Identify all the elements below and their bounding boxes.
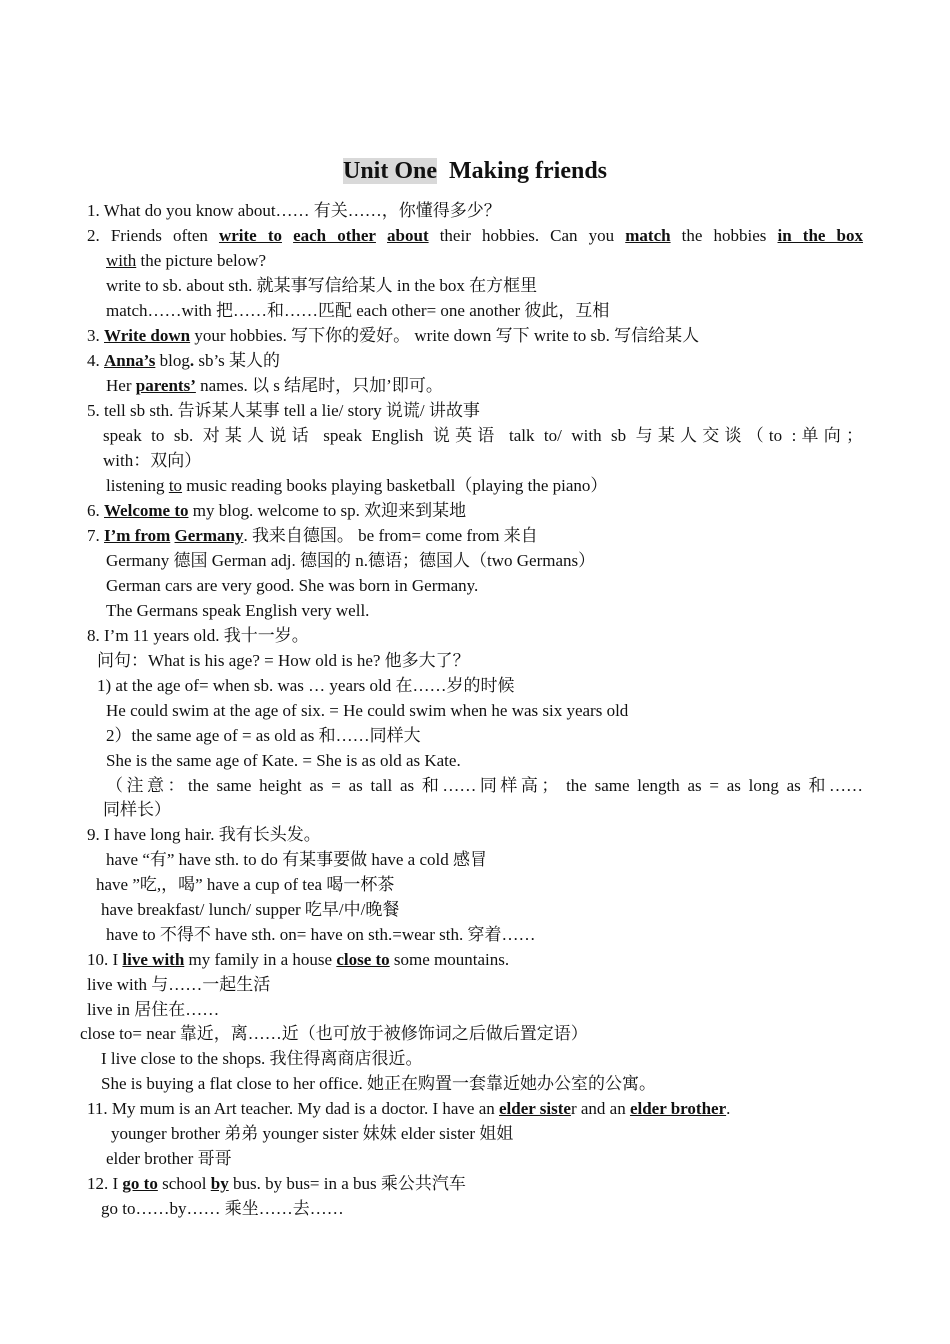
note-text: have to 不得不 have sth. on= have on sth.=wear sth. 穿着……: [106, 925, 536, 944]
note-line-5: [87, 401, 480, 421]
note-text: match……with 把……和……匹配 each other= one another 彼此，互相: [106, 301, 610, 320]
phrase-match: match: [625, 226, 671, 245]
note-text: write to sb. about sth. 就某事写信给某人 in the box 在方框里: [106, 276, 538, 295]
note-line-8e: [106, 726, 421, 746]
note-text: 9. I have long hair. 我有长头发。: [87, 825, 321, 844]
phrase-im-from: I’m from: [104, 526, 171, 545]
note-line-10c: [87, 1000, 219, 1020]
note-line-5b: [103, 426, 863, 446]
note-line-1: [87, 201, 501, 221]
phrase-annas: Anna’s: [104, 351, 156, 370]
note-line-3: 3. Write down your hobbies. 写下你的爱好。 write down 写下 write to sb. 写信给某人: [87, 326, 700, 345]
note-line-9d: [101, 900, 399, 920]
note-line-6: 6. Welcome to my blog. welcome to sp. 欢迎来到某地: [87, 501, 467, 520]
note-text: The Germans speak English very well.: [106, 601, 370, 620]
note-text: their hobbies. Can you: [428, 226, 626, 245]
note-line-11: 11. My mum is an Art teacher. My dad is a doctor. I have an elder sister and an elder brother.: [87, 1099, 731, 1118]
note-text: live in 居住在……: [87, 1000, 220, 1019]
note-line-7d: [106, 601, 369, 621]
note-line-8: [87, 626, 309, 646]
note-text: have “有” have sth. to do 有某事要做 have a cold 感冒: [106, 850, 487, 869]
note-text: She is the same age of Kate. = She is as old as Kate.: [106, 751, 461, 770]
note-line-7b: [106, 551, 595, 571]
note-line-5c: [103, 451, 201, 471]
note-text: German cars are very good. She was born in Germany.: [106, 576, 479, 595]
note-text: I live close to the shops. 我住得离商店很近。: [101, 1049, 423, 1068]
note-line-9c: [96, 875, 394, 895]
note-line-10d: [80, 1024, 588, 1044]
note-line-11b: [111, 1124, 513, 1144]
note-line-5d: listening to music reading books playing basketball（playing the piano）: [106, 476, 608, 495]
note-text: with：双向）: [103, 451, 202, 470]
phrase-each-other: each other: [293, 226, 376, 245]
note-text: some mountains.: [389, 950, 510, 969]
phrase-by: by: [210, 1174, 229, 1193]
note-text: 1. What do you know about…… 有关……，你懂得多少？: [87, 201, 501, 220]
page-title: [0, 158, 950, 185]
note-text: 5. tell sb sth. 告诉某人某事 tell a lie/ story 说谎/ 讲故事: [87, 401, 480, 420]
note-text: 同样长）: [103, 800, 171, 819]
note-text: live with 与……一起生活: [87, 975, 271, 994]
note-text: （注意：the same height as = as tall as 和……同样高； the same length as = as long as 和……: [106, 776, 863, 795]
note-text: your hobbies. 写下你的爱好。 write down 写下 write to sb. 写信给某人: [190, 326, 700, 345]
phrase-about: about: [387, 226, 429, 245]
note-text: He could swim at the age of six. = He could swim when he was six years old: [106, 701, 629, 720]
note-text: have ”吃,，喝” have a cup of tea 喝一杯茶: [96, 875, 395, 894]
note-line-10f: [101, 1074, 656, 1094]
phrase-go-to: go to: [122, 1174, 158, 1193]
note-text: music reading books playing basketball（playing the piano）: [182, 476, 608, 495]
note-line-8d: [106, 701, 628, 721]
note-line-8f: [106, 751, 461, 771]
phrase-welcome-to: Welcome to: [104, 501, 189, 520]
phrase-to: to: [168, 476, 183, 495]
note-line-8b: [97, 651, 470, 671]
note-text: Germany 德国 German adj. 德国的 n.德语；德国人（two Germans）: [106, 551, 596, 570]
note-line-8g: [106, 776, 863, 796]
note-line-2c: [106, 276, 537, 296]
note-line-9: [87, 825, 321, 845]
phrase-elder-sister: elder siste: [499, 1099, 571, 1118]
note-text: 2）the same age of = as old as 和……同样大: [106, 726, 421, 745]
note-line-10: 10. I live with my family in a house close to some mountains.: [87, 950, 510, 969]
note-line-2: [87, 226, 863, 246]
note-text: 1) at the age of= when sb. was … years old 在……岁的时候: [97, 676, 515, 695]
note-text: 问句：What is his age? = How old is he? 他多大了？: [97, 651, 470, 670]
note-text: close to= near 靠近，离……近（也可放于被修饰词之后做后置定语）: [80, 1024, 588, 1043]
phrase-live-with: live with: [122, 950, 185, 969]
note-text: go to……by…… 乘坐……去……: [101, 1199, 344, 1218]
note-text: the picture below?: [136, 251, 267, 270]
note-text: my blog. welcome to sp. 欢迎来到某地: [188, 501, 467, 520]
note-text: 8. I’m 11 years old. 我十一岁。: [87, 626, 309, 645]
note-line-10e: [101, 1049, 423, 1069]
title-unit: Unit One: [342, 158, 437, 184]
note-text: bus. by bus= in a bus 乘公共汽车: [228, 1174, 466, 1193]
phrase-in-the-box: in the box: [777, 226, 863, 245]
note-text: . 我来自德国。 be from= come from 来自: [243, 526, 538, 545]
note-line-9e: [106, 925, 535, 945]
note-line-4: 4. Anna’s blog. sb’s 某人的: [87, 351, 281, 370]
phrase-with: with: [106, 251, 137, 270]
note-text: names. 以 s 结尾时，只加’即可。: [195, 376, 443, 395]
note-text: have breakfast/ lunch/ supper 吃早/中/晚餐: [101, 900, 400, 919]
note-line-2d: [106, 301, 609, 321]
phrase-parents: parents’: [135, 376, 196, 395]
note-text: younger brother 弟弟 younger sister 妹妹 elder sister 姐姐: [111, 1124, 514, 1143]
title-topic: Making friends: [449, 158, 608, 184]
note-line-12b: [101, 1199, 344, 1219]
note-line-2b: [106, 251, 266, 271]
phrase-write-to: write to: [218, 226, 282, 245]
note-text: elder brother 哥哥: [106, 1149, 232, 1168]
note-line-8c: [97, 676, 515, 696]
note-line-4b: Her parents’ names. 以 s 结尾时，只加’即可。: [106, 376, 443, 395]
note-line-8h: [103, 800, 171, 820]
phrase-elder-brother: elder brother: [629, 1099, 727, 1118]
note-text: speak to sb. 对某人说话 speak English 说英语 talk to/ with sb 与某人交谈（to :单向；: [103, 426, 863, 445]
phrase-write-down: Write down: [104, 326, 191, 345]
note-line-10b: [87, 975, 270, 995]
phrase-germany: Germany: [174, 526, 244, 545]
note-line-11c: [106, 1149, 232, 1169]
note-text: the hobbies: [670, 226, 778, 245]
note-text: She is buying a flat close to her office. 她正在购置一套靠近她办公室的公寓。: [101, 1074, 656, 1093]
note-line-9b: [106, 850, 487, 870]
phrase-close-to: close to: [336, 950, 390, 969]
note-text: sb’s 某人的: [194, 351, 281, 370]
note-text: 2. Friends often: [87, 226, 219, 245]
note-line-7: 7. I’m from Germany. 我来自德国。 be from= come from 来自: [87, 526, 538, 545]
note-line-7c: [106, 576, 478, 596]
note-line-12: 12. I go to school by bus. by bus= in a bus 乘公共汽车: [87, 1174, 466, 1193]
